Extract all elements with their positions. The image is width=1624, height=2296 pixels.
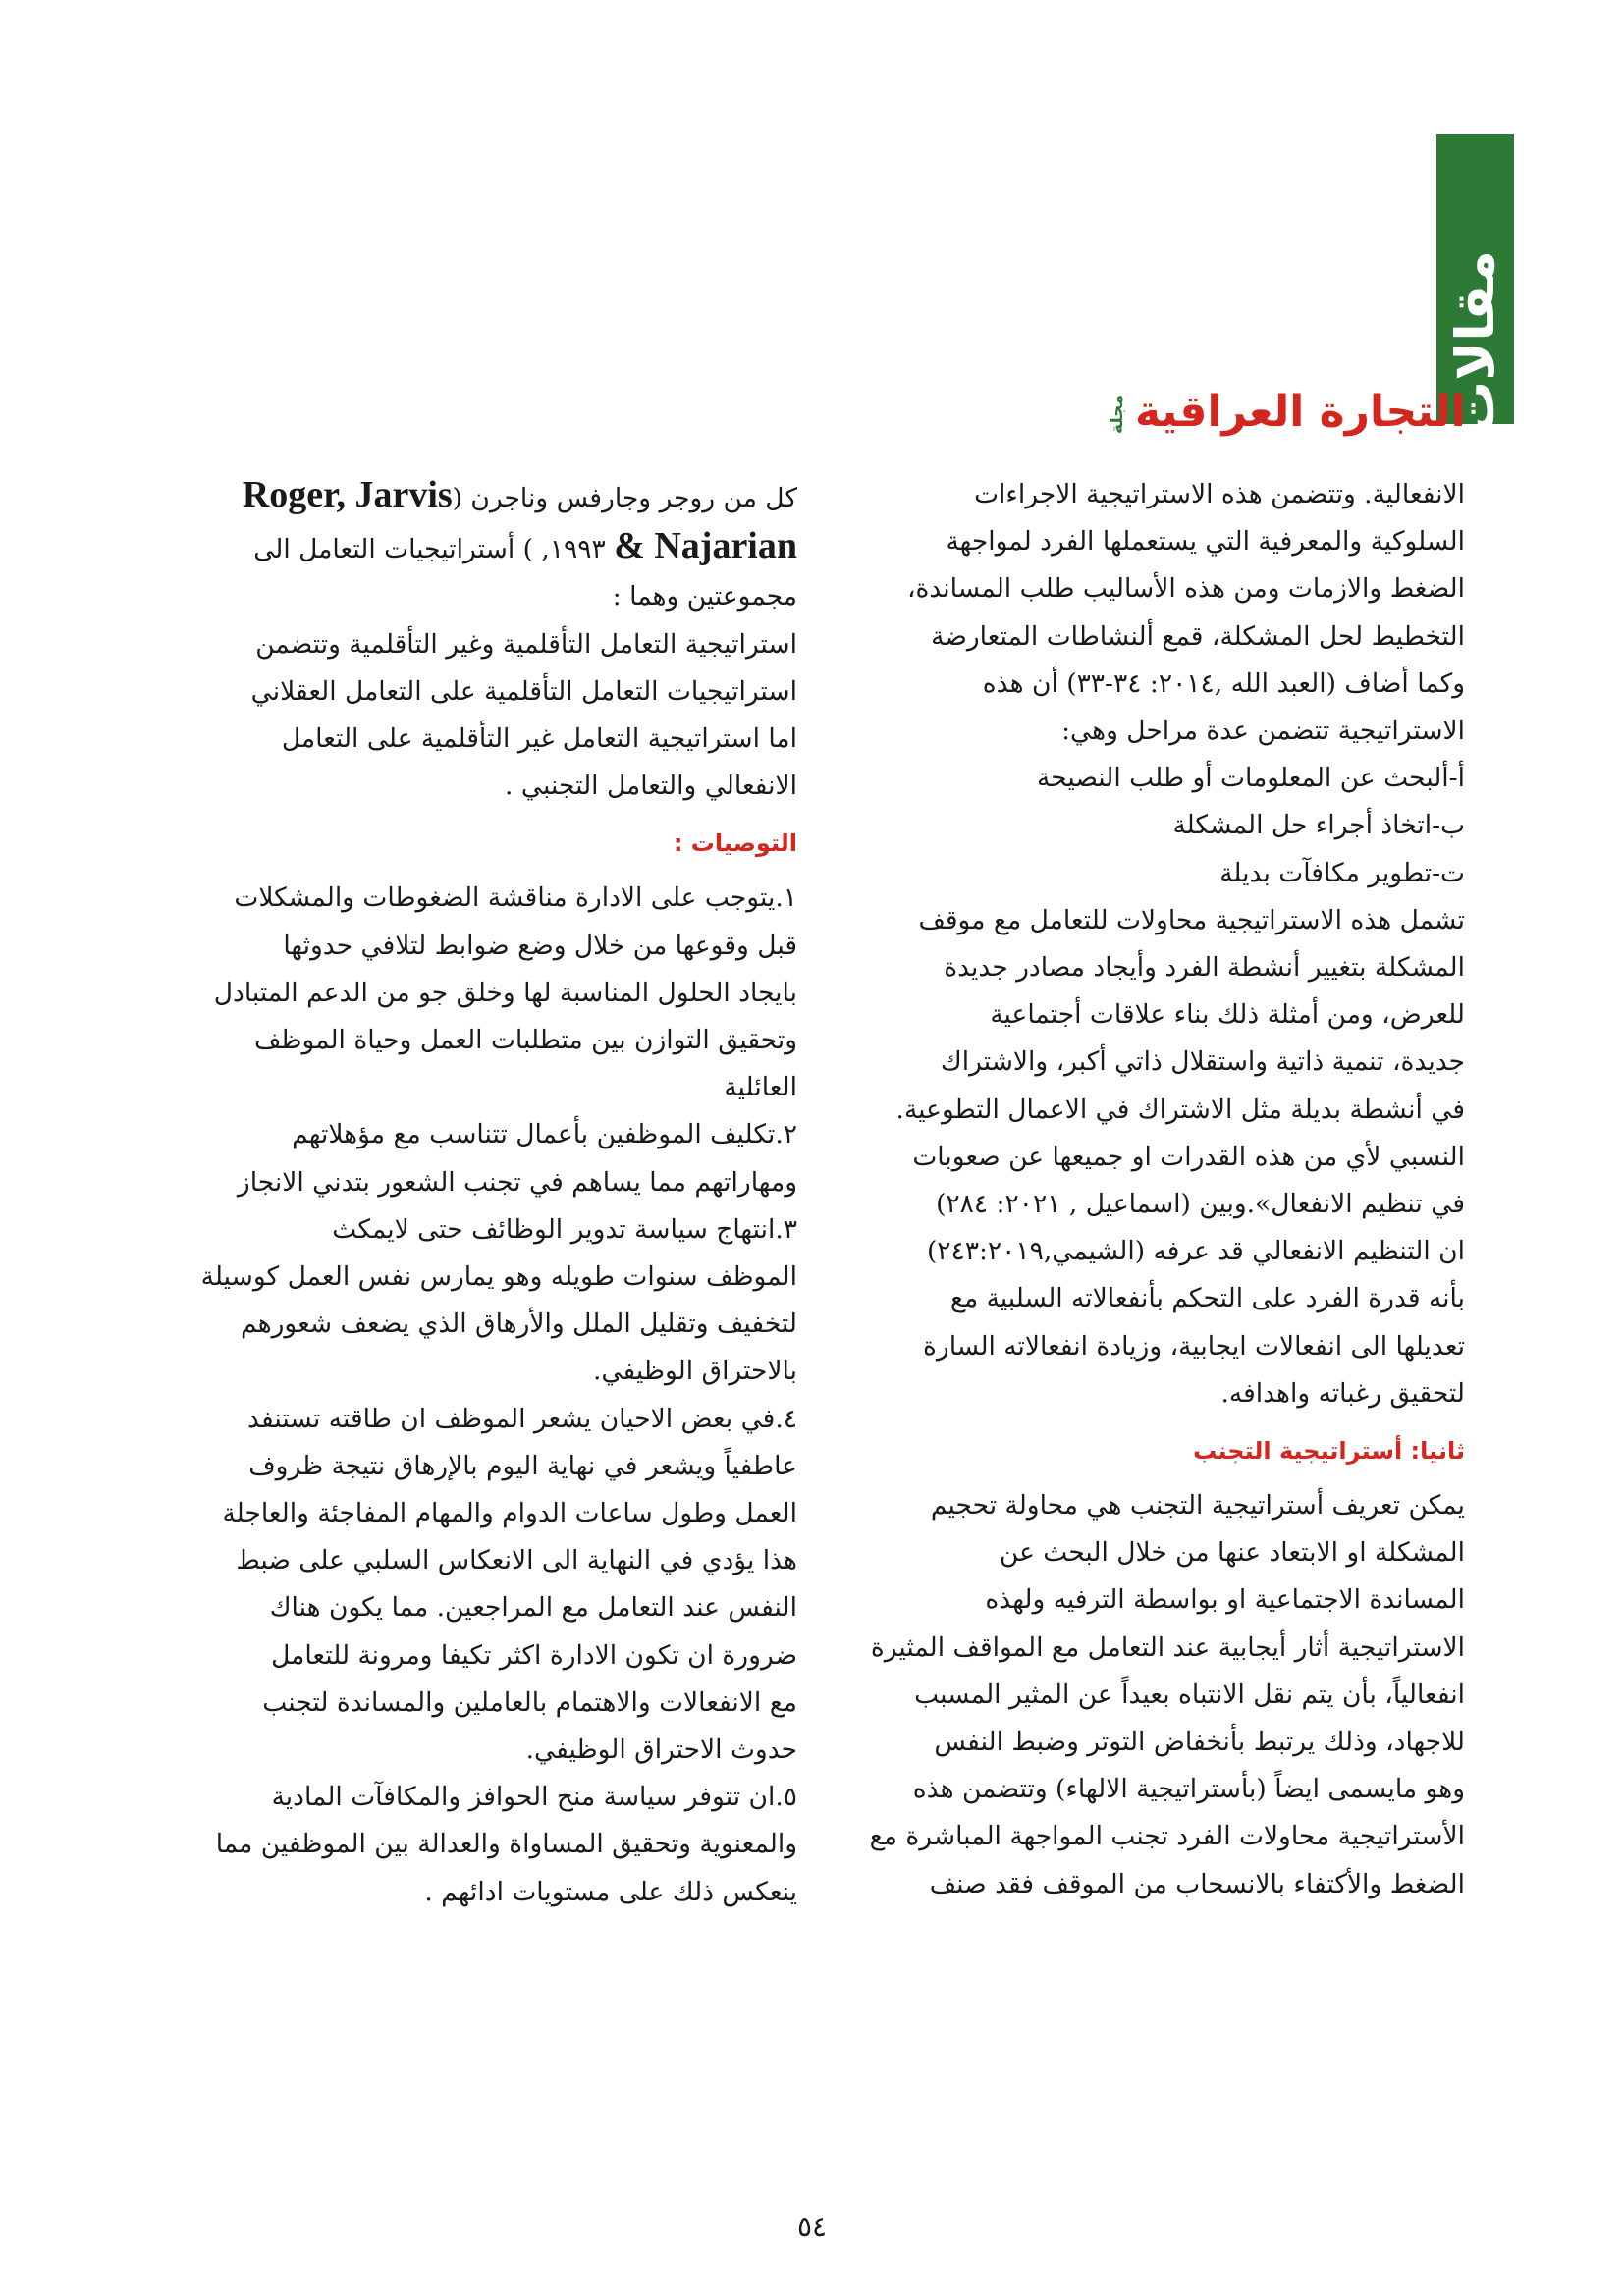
text-line: استراتيجيات التعامل التأقلمية على التعامل العقلاني <box>250 675 797 707</box>
recommendations-heading: التوصيات : <box>673 829 797 858</box>
text-line: وكما أضاف (العبد الله ,٢٠١٤: ٣٤-٣٣) أن هذه <box>982 667 1465 699</box>
paragraph <box>825 1482 1465 1908</box>
text-line: الأستراتيجية محاولات الفرد تجنب المواجهة المباشرة مع <box>869 1821 1465 1852</box>
text-line: الانفعالي والتعامل التجنبي . <box>505 771 797 802</box>
list-item: ب-اتخاذ أجراء حل المشكلة <box>1172 810 1465 841</box>
text-line: السلوكية والمعرفية التي يستعملها الفرد لمواجهة <box>946 526 1465 558</box>
right-column <box>825 471 1465 1908</box>
text-line <box>157 471 797 522</box>
text-line: تشمل هذه الاستراتيجية محاولات للتعامل مع موقف <box>918 904 1465 935</box>
text-line: انفعالياً، بأن يتم نقل الانتباه بعيداً عن المثير المسبب <box>914 1679 1465 1710</box>
text-line: المشكلة او الابتعاد عنها من خلال البحث عن <box>999 1537 1465 1569</box>
author-names-latin-2: & Najarian <box>614 525 797 567</box>
text-line: المشكلة بتغيير أنشطة الفرد وأيجاد مصادر جديدة <box>944 952 1465 984</box>
recommendation-5 <box>157 1774 797 1916</box>
stages-list <box>825 755 1465 897</box>
text-line: الموظف سنوات طويله وهو يمارس نفس العمل كوسيلة <box>200 1261 797 1293</box>
text-line: استراتيجية التعامل التأقلمية وغير التأقلمية وتتضمن <box>255 628 797 660</box>
author-names-latin: Roger, Jarvis <box>242 474 453 515</box>
text-line: يمكن تعريف أستراتيجية التجنب هي محاولة تحجيم <box>930 1490 1465 1522</box>
text-line: التخطيط لحل المشكلة، قمع ألنشاطات المتعارضة <box>931 620 1465 652</box>
text-line: في تنظيم الانفعال».وبين (اسماعيل , ٢٠٢١: ٢٨٤) <box>936 1189 1465 1220</box>
recommendation-4 <box>157 1396 797 1775</box>
text-line: هذا يؤدي في النهاية الى الانعكاس السلبي على ضبط <box>236 1545 797 1576</box>
list-item: ت-تطوير مكافآت بديلة <box>1219 857 1465 888</box>
text-line: حدوث الاحتراق الوظيفي. <box>525 1735 797 1766</box>
text-line: ينعكس ذلك على مستويات ادائهم . <box>424 1876 797 1907</box>
text-line: قبل وقوعها من خلال وضع ضوابط لتلافي حدوثها <box>283 930 797 961</box>
text-line: ومهاراتهم مما يساهم في تجنب الشعور بتدني الانجاز <box>237 1166 797 1198</box>
text-line: وهو مايسمى ايضاً (بأستراتيجية الالهاء) وتتضمن هذه <box>912 1774 1465 1805</box>
magazine-name: التجارة العراقية <box>1135 387 1466 437</box>
text-line: وتحقيق التوازن بين متطلبات العمل وحياة الموظف <box>253 1025 797 1056</box>
text-line: الاستراتيجية أثار أيجابية عند التعامل مع المواقف المثيرة <box>870 1631 1465 1663</box>
text-line: للعرض، ومن أمثلة ذلك بناء علاقات أجتماعية <box>990 999 1465 1031</box>
text-line: العمل وطول ساعات الدوام والمهام المفاجئة والعاجلة <box>222 1498 797 1529</box>
text-line: بالاحتراق الوظيفي. <box>592 1356 797 1387</box>
text-line: المساندة الاجتماعية او بواسطة الترفيه ولهذه <box>985 1584 1465 1616</box>
text-line: مع الانفعالات والاهتمام بالعاملين والمساندة لتجنب <box>262 1686 797 1718</box>
section-tab-label: مقالات <box>1444 250 1506 435</box>
text-line: لتخفيف وتقليل الملل والأرهاق الذي يضعف شعورهم <box>241 1308 797 1340</box>
left-column <box>157 471 797 1916</box>
text-line: جديدة، تنمية ذاتية واستقلال ذاتي أكبر، والاشتراك <box>940 1046 1465 1078</box>
recommendation-2 <box>157 1111 797 1205</box>
text-line: اما استراتيجية التعامل غير التأقلمية على التعامل <box>281 723 797 755</box>
text-line: عاطفياً ويشعر في نهاية اليوم بالإرهاق نتيجة ظروف <box>248 1450 797 1481</box>
text-line: لتحقيق رغباته واهدافه. <box>1220 1377 1465 1409</box>
text-line: ان التنظيم الانفعالي قد عرفه (الشيمي,٢٤٣:٢٠١٩) <box>926 1236 1465 1267</box>
text-line: ٣.انتهاج سياسة تدوير الوظائف حتى لايمكث <box>332 1213 797 1245</box>
recommendation-3 <box>157 1206 797 1396</box>
text-line: الضغط والأكتفاء بالانسحاب من الموقف فقد صنف <box>929 1868 1465 1899</box>
recommendation-1 <box>157 875 797 1111</box>
text-line: في أنشطة بديلة مثل الاشتراك في الاعمال التطوعية. <box>895 1094 1465 1125</box>
text-line: الانفعالية. وتتضمن هذه الاستراتيجية الاجراءات <box>974 479 1465 509</box>
text-line: النفس عند التعامل مع المراجعين. مما يكون هناك <box>269 1592 797 1624</box>
list-item: أ-ألبحث عن المعلومات أو طلب النصيحة <box>1037 763 1465 794</box>
text-line: النسبي لأي من هذه القدرات او جميعها عن صعوبات <box>912 1141 1465 1172</box>
text-line: الاستراتيجية تتضمن عدة مراحل وهي: <box>1061 716 1465 747</box>
intro-arabic-1: كل من روجر وجارفس وناجرن ( <box>452 483 797 513</box>
text-line: بايجاد الحلول المناسبة لها وخلق جو من الدعم المتبادل <box>213 977 797 1008</box>
text-line: ٥.ان تتوفر سياسة منح الحوافز والمكافآت المادية <box>271 1782 797 1813</box>
text-line: ٢.تكليف الموظفين بأعمال تتناسب مع مؤهلاتهم <box>292 1119 797 1150</box>
section-heading-avoidance: ثانيا: أستراتيجية التجنب <box>1193 1437 1465 1466</box>
text-line: تعديلها الى انفعالات ايجابية، وزيادة انفعالاته السارة <box>923 1330 1465 1362</box>
text-line <box>157 522 797 573</box>
text-line: بأنه قدرة الفرد على التحكم بأنفعالاته السلبية مع <box>949 1283 1465 1314</box>
paragraph <box>825 471 1465 755</box>
text-line: الضغط والازمات ومن هذه الأساليب طلب المساندة، <box>906 573 1465 605</box>
text-line: ١.يتوجب على الادارة مناقشة الضغوطات والمشكلات <box>234 882 797 914</box>
intro-arabic-2: ١٩٩٣, ) أستراتيجيات التعامل الى <box>253 534 606 565</box>
text-line: للاجهاد، وذلك يرتبط بأنخفاض التوتر وضبط النفس <box>934 1727 1465 1758</box>
text-line: ضرورة ان تكون الادارة اكثر تكيفا ومرونة للتعامل <box>271 1639 797 1671</box>
text-line: مجموعتين وهما : <box>612 581 797 613</box>
paragraph <box>825 897 1465 1417</box>
text-line: والمعنوية وتحقيق المساواة والعدالة بين الموظفين مما <box>215 1829 797 1860</box>
text-line: العائلية <box>724 1072 797 1103</box>
section-tab <box>1436 134 1514 435</box>
magazine-tag: مجلة <box>1108 394 1127 434</box>
intro-paragraph <box>157 471 797 810</box>
text-line: ٤.في بعض الاحيان يشعر الموظف ان طاقته تستنفد <box>247 1403 797 1434</box>
page-number: ٥٤ <box>796 2211 828 2243</box>
magazine-logo <box>1108 355 1466 437</box>
